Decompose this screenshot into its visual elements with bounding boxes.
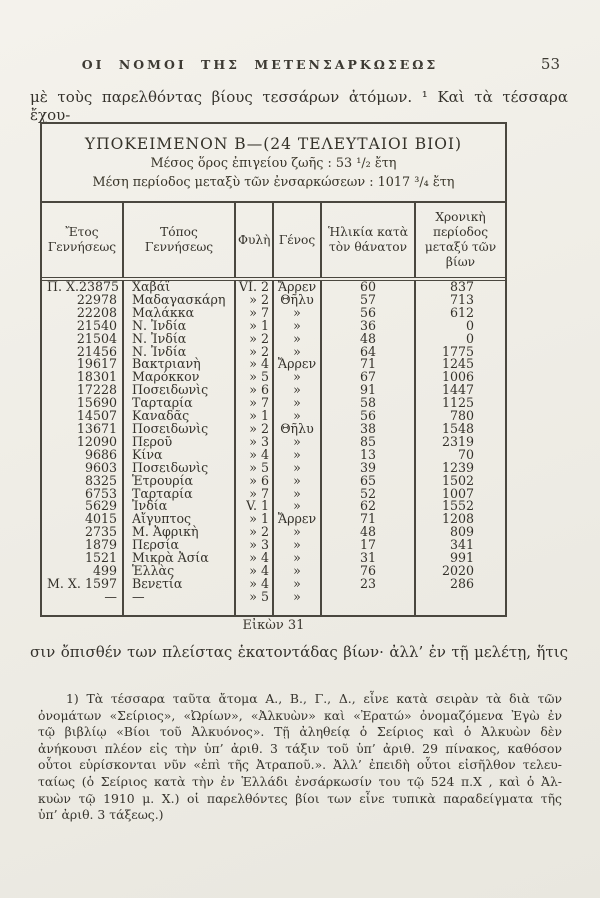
cell-age-at-death: 48 bbox=[321, 333, 415, 346]
cell-birth-place: Ποσειδωνὶς bbox=[123, 423, 235, 436]
cell-interval: 1208 bbox=[441, 511, 474, 527]
cell-gender: » bbox=[273, 526, 321, 539]
cell-race: » 4 bbox=[235, 358, 273, 371]
cell-year-value: 22208 bbox=[76, 304, 117, 320]
col-header-gender: Γένος bbox=[273, 202, 321, 279]
paragraph-after-line: σιν ὄπισθέν των πλείστας ἑκατοντάδας βίων· ἀλλ’ ἐν τῇ μελέτῃ, ἥτις bbox=[30, 643, 568, 661]
cell-race: V. 1 bbox=[235, 500, 273, 513]
cell-gender: » bbox=[273, 539, 321, 552]
cell-interval: 0 bbox=[465, 317, 474, 333]
cell-birth-year bbox=[42, 588, 123, 615]
cell-race: » 2 bbox=[235, 346, 273, 359]
lives-table-header bbox=[42, 202, 505, 279]
cell-birth-place: Βακτριανὴ bbox=[123, 358, 235, 371]
cell-gender: » bbox=[273, 500, 321, 513]
cell-birth-place: Ταρταρία bbox=[123, 397, 235, 410]
footnote-line: ἀνήκουσι πλέον εἰς τὴν ὑπ’ ἀριθ. 3 τάξιν τοῦ ὑπ’ ἀριθ. 29 πίνακος, καθόσον bbox=[38, 740, 562, 756]
cell-year-value: 4015 bbox=[84, 511, 117, 527]
cell-interval: 809 bbox=[449, 524, 474, 540]
lives-table bbox=[42, 201, 505, 615]
cell-year-value: 5629 bbox=[84, 498, 117, 514]
paragraph-intro-line: μὲ τοὺς παρελθόντας βίους τεσσάρων ἀτόμων. ¹ Καὶ τὰ τέσσαρα ἔχου- bbox=[30, 88, 568, 124]
cell-gender: » bbox=[273, 320, 321, 333]
col-header-age-at-death: Ἡλικία κατὰ τὸν θάνατον bbox=[321, 202, 415, 279]
cell-interval: 70 bbox=[457, 446, 474, 462]
cell-age-at-death: 62 bbox=[321, 500, 415, 513]
table-title: ΥΠΟΚΕΙΜΕΝΟΝ Β—(24 ΤΕΛΕΥΤΑΙΟΙ ΒΙΟΙ) bbox=[84, 135, 463, 153]
cell-interval: 713 bbox=[449, 291, 474, 307]
cell-age-at-death: 60 bbox=[321, 279, 415, 294]
cell-birth-place: Μικρὰ Ἀσία bbox=[123, 552, 235, 565]
cell-interval: 1007 bbox=[441, 485, 474, 501]
cell-race: » 7 bbox=[235, 397, 273, 410]
cell-interval: 1548 bbox=[441, 420, 474, 436]
cell-age-at-death: 65 bbox=[321, 475, 415, 488]
cell-interval: 1502 bbox=[441, 472, 474, 488]
cell-race: » 2 bbox=[235, 526, 273, 539]
cell-birth-place: Μαδαγασκάρη bbox=[123, 294, 235, 307]
cell-gender: » bbox=[273, 552, 321, 565]
cell-year-value: 18301 bbox=[76, 369, 117, 385]
cell-race: » 1 bbox=[235, 410, 273, 423]
cell-birth-place: Ν. Ἰνδία bbox=[123, 320, 235, 333]
cell-race: » 2 bbox=[235, 294, 273, 307]
cell-age-at-death: 48 bbox=[321, 526, 415, 539]
cell-interval: 1125 bbox=[441, 395, 474, 411]
cell-race: » 7 bbox=[235, 488, 273, 501]
footnote-line: 1) Τὰ τέσσαρα ταῦτα ἄτομα Α., Β., Γ., Δ., εἶνε κατὰ σειρὰν τὰ διὰ τῶν bbox=[66, 691, 562, 706]
cell-birth-place: Ἑλλὰς bbox=[123, 565, 235, 578]
cell-interval: 780 bbox=[449, 408, 474, 424]
cell-birth-place: Αἴγυπτος bbox=[123, 513, 235, 526]
cell-year-value: 19617 bbox=[76, 356, 117, 372]
cell-year-value: 2735 bbox=[84, 524, 117, 540]
cell-year-value: 21540 bbox=[76, 317, 117, 333]
col-header-interval: Χρονικὴ περίοδος μεταξύ τῶν βίων bbox=[415, 202, 505, 279]
cell-gender: » bbox=[273, 384, 321, 397]
cell-gender: » bbox=[273, 565, 321, 578]
cell-age-at-death: 64 bbox=[321, 346, 415, 359]
cell-birth-place: Μαλάκκα bbox=[123, 307, 235, 320]
cell-interval: 837 bbox=[449, 279, 474, 294]
cell-age-at-death: 67 bbox=[321, 371, 415, 384]
cell-era-label: Π. Χ. bbox=[47, 279, 79, 294]
cell-birth-place: — bbox=[123, 591, 235, 615]
cell-year-value: 23875 bbox=[78, 279, 120, 294]
cell-interval: 1552 bbox=[441, 498, 474, 514]
cell-gender: Ἄρρεν bbox=[273, 279, 321, 294]
cell-year-value: 22978 bbox=[76, 291, 117, 307]
cell-age-at-death: 85 bbox=[321, 436, 415, 449]
cell-age-at-death: 57 bbox=[321, 294, 415, 307]
col-header-birth-year: Ἔτος Γεννήσεως bbox=[42, 202, 123, 279]
cell-race: » 5 bbox=[235, 462, 273, 475]
cell-birth-place: Ποσειδωνὶς bbox=[123, 384, 235, 397]
cell-gender: » bbox=[273, 307, 321, 320]
cell-gender: » bbox=[273, 488, 321, 501]
cell-age-at-death: 38 bbox=[321, 423, 415, 436]
cell-year-value: 1879 bbox=[84, 537, 117, 553]
cell-interval bbox=[415, 591, 505, 615]
cell-gender: » bbox=[273, 333, 321, 346]
cell-birth-place: Κίνα bbox=[123, 449, 235, 462]
cell-race: » 5 bbox=[235, 591, 273, 615]
cell-interval: 1447 bbox=[441, 382, 474, 398]
cell-age-at-death: 39 bbox=[321, 462, 415, 475]
cell-year-value: 12090 bbox=[76, 433, 117, 449]
cell-birth-place: Περσία bbox=[123, 539, 235, 552]
cell-race: » 4 bbox=[235, 552, 273, 565]
cell-race: » 5 bbox=[235, 371, 273, 384]
cell-year-value: 21504 bbox=[76, 330, 117, 346]
figure-caption: Εἰκὼν 31 bbox=[242, 618, 305, 633]
cell-year-value: 8325 bbox=[84, 472, 117, 488]
cell-birth-place: Βενετία bbox=[123, 578, 235, 591]
cell-race: » 6 bbox=[235, 475, 273, 488]
table-subtitle-average-interval: Μέση περίοδος μεταξὺ τῶν ἐνσαρκώσεων : 1017 ³/₄ ἔτη bbox=[92, 175, 455, 190]
cell-year-value: 9686 bbox=[84, 446, 117, 462]
cell-gender: » bbox=[273, 371, 321, 384]
cell-age-at-death: 56 bbox=[321, 307, 415, 320]
cell-race: » 1 bbox=[235, 513, 273, 526]
footnote-line: ὀνομάτων «Σείριος», «Ὠρίων», «Ἀλκυὼν» καὶ «Ἐρατώ» ὀνομαζόμενα Ἐγὼ ἐν bbox=[38, 707, 562, 723]
cell-interval: 2020 bbox=[441, 562, 474, 578]
cell-race: » 1 bbox=[235, 320, 273, 333]
running-header bbox=[30, 57, 566, 77]
cell-gender: » bbox=[273, 578, 321, 591]
cell-interval: 0 bbox=[465, 330, 474, 346]
cell-year-value: 17228 bbox=[76, 382, 117, 398]
table-row bbox=[42, 591, 505, 615]
cell-birth-place: Ταρταρία bbox=[123, 488, 235, 501]
cell-year-value: 499 bbox=[92, 562, 117, 578]
cell-birth-place: Μαρόκκον bbox=[123, 371, 235, 384]
table-subtitle-average-life: Μέσος ὅρος ἐπιγείου ζωῆς : 53 ¹/₂ ἔτη bbox=[150, 156, 397, 171]
cell-age-at-death: 17 bbox=[321, 539, 415, 552]
cell-gender: » bbox=[273, 410, 321, 423]
cell-interval: 341 bbox=[449, 537, 474, 553]
cell-birth-place: Χαβάϊ bbox=[123, 279, 235, 294]
cell-gender: Θῆλυ bbox=[273, 423, 321, 436]
cell-interval: 1006 bbox=[441, 369, 474, 385]
cell-birth-place: Ν. Ἰνδία bbox=[123, 333, 235, 346]
cell-age-at-death: 91 bbox=[321, 384, 415, 397]
cell-year-value: 21456 bbox=[76, 343, 117, 359]
cell-age-at-death: 58 bbox=[321, 397, 415, 410]
cell-interval: 991 bbox=[449, 550, 474, 566]
cell-year-value: 14507 bbox=[76, 408, 117, 424]
footnote-line: κυὼν τῷ 1910 μ. Χ.) οἱ παρελθόντες βίοι των εἶνε τυπικὰ παραδείγματα τῆς bbox=[38, 790, 562, 806]
running-header-title: ΟΙ ΝΟΜΟΙ ΤΗΣ ΜΕΤΕΝΣΑΡΚΩΣΕΩΣ bbox=[81, 57, 439, 72]
page-number: 53 bbox=[540, 55, 560, 73]
cell-age-at-death: 76 bbox=[321, 565, 415, 578]
cell-era-label: Μ. Χ. bbox=[47, 575, 81, 591]
cell-birth-place: Καναδᾶς bbox=[123, 410, 235, 423]
cell-year-value: 9603 bbox=[84, 459, 117, 475]
cell-age-at-death: 31 bbox=[321, 552, 415, 565]
footnote-line: τῷ βιβλίῳ «Βίοι τοῦ Ἀλκυόνος». Τῇ ἀληθείᾳ ὁ Σείριος καὶ ὁ Ἀλκυὼν δὲν bbox=[38, 724, 562, 740]
footnote-line: οὗτοι εὑρίσκονται νῦν «ἐπὶ τῆς Ἀτραποῦ.». Ἀλλ’ ἐπειδὴ οὗτοι εἰσῆλθον τελευ- bbox=[38, 757, 562, 773]
cell-gender: » bbox=[273, 397, 321, 410]
cell-race: » 2 bbox=[235, 423, 273, 436]
col-header-birth-place: Τόπος Γεννήσεως bbox=[123, 202, 235, 279]
cell-gender: Ἄρρεν bbox=[273, 513, 321, 526]
footnote bbox=[38, 691, 562, 824]
cell-gender: » bbox=[273, 475, 321, 488]
cell-interval: 612 bbox=[449, 304, 474, 320]
table-title-block bbox=[42, 124, 505, 201]
cell-birth-place: Ν. Ἰνδία bbox=[123, 346, 235, 359]
cell-interval: 1775 bbox=[441, 343, 474, 359]
lives-table-body bbox=[42, 279, 505, 615]
footnote-line: ὑπ’ ἀριθ. 3 τάξεως.) bbox=[38, 807, 164, 823]
cell-race: VI. 2 bbox=[235, 279, 273, 294]
cell-birth-place: Ἑτρουρία bbox=[123, 475, 235, 488]
cell-year-value: 1521 bbox=[84, 550, 117, 566]
cell-gender: Ἄρρεν bbox=[273, 358, 321, 371]
cell-birth-place: Περοῦ bbox=[123, 436, 235, 449]
cell-gender: » bbox=[273, 346, 321, 359]
cell-age-at-death bbox=[321, 591, 415, 615]
cell-year-value: 1597 bbox=[84, 575, 117, 591]
cell-interval: 1239 bbox=[441, 459, 474, 475]
cell-year-value: — bbox=[104, 588, 117, 604]
cell-race: » 3 bbox=[235, 436, 273, 449]
cell-age-at-death: 56 bbox=[321, 410, 415, 423]
footnote-line: ταίως (ὁ Σείριος κατὰ τὴν ἐν Ἑλλάδι ἐνσάρκωσίν του τῷ 524 π.Χ , καὶ ὁ Ἀλ- bbox=[38, 773, 562, 789]
cell-birth-place: Ἰνδία bbox=[123, 500, 235, 513]
cell-race: » 6 bbox=[235, 384, 273, 397]
cell-year-value: 6753 bbox=[84, 485, 117, 501]
cell-gender: » bbox=[273, 462, 321, 475]
cell-birth-place: Ποσειδωνὶς bbox=[123, 462, 235, 475]
cell-gender: » bbox=[273, 449, 321, 462]
cell-race: » 7 bbox=[235, 307, 273, 320]
cell-race: » 3 bbox=[235, 539, 273, 552]
cell-gender: Θῆλυ bbox=[273, 294, 321, 307]
cell-age-at-death: 71 bbox=[321, 358, 415, 371]
col-header-race: Φυλὴ bbox=[235, 202, 273, 279]
cell-interval: 1245 bbox=[441, 356, 474, 372]
cell-race: » 4 bbox=[235, 565, 273, 578]
cell-age-at-death: 52 bbox=[321, 488, 415, 501]
cell-birth-place: Μ. Ἀφρικὴ bbox=[123, 526, 235, 539]
cell-year-value: 13671 bbox=[76, 420, 117, 436]
cell-age-at-death: 23 bbox=[321, 578, 415, 591]
cell-age-at-death: 36 bbox=[321, 320, 415, 333]
cell-race: » 4 bbox=[235, 449, 273, 462]
figure-frame bbox=[40, 122, 507, 617]
cell-age-at-death: 13 bbox=[321, 449, 415, 462]
cell-interval: 2319 bbox=[441, 433, 474, 449]
cell-gender: » bbox=[273, 436, 321, 449]
cell-year-value: 15690 bbox=[76, 395, 117, 411]
cell-race: » 4 bbox=[235, 578, 273, 591]
cell-gender: » bbox=[273, 591, 321, 615]
cell-age-at-death: 71 bbox=[321, 513, 415, 526]
cell-interval: 286 bbox=[449, 575, 474, 591]
cell-race: » 2 bbox=[235, 333, 273, 346]
